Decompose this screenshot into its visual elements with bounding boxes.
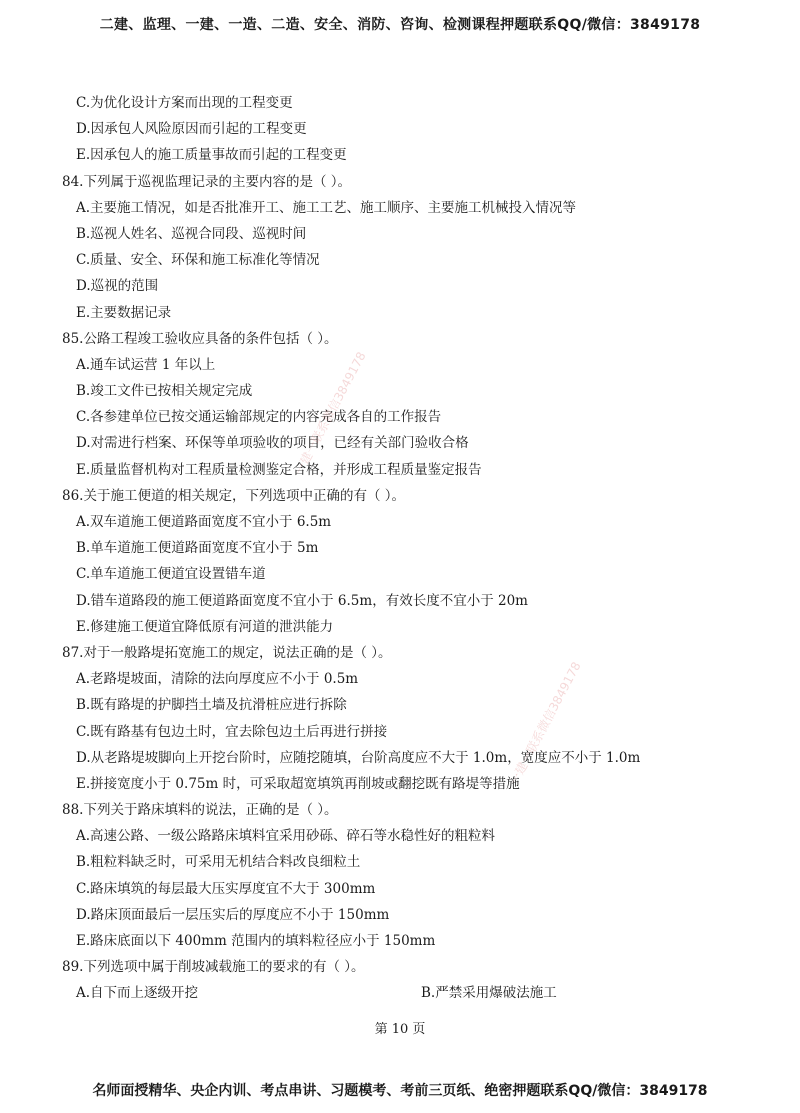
option-line: E.拼接宽度小于 0.75m 时，可采取超宽填筑再削坡或翻挖既有路堤等措施	[76, 775, 520, 792]
option-line: C.单车道施工便道宜设置错车道	[76, 566, 266, 583]
option-b: B.严禁采用爆破法施工	[421, 985, 557, 1002]
option-line: D.因承包人风险原因而引起的工程变更	[76, 121, 307, 138]
option-line: B.单车道施工便道路面宽度不宜小于 5m	[76, 540, 319, 557]
option-line: A.主要施工情况，如是否批准开工、施工工艺、施工顺序、主要施工机械投入情况等	[76, 199, 577, 216]
question-87: 87.对于一般路堤拓宽施工的规定，说法正确的是（ ）。	[62, 644, 392, 661]
option-line: E.路床底面以下 400mm 范围内的填料粒径应小于 150mm	[76, 933, 436, 949]
option-line: C.既有路基有包边土时，宜去除包边土后再进行拼接	[76, 723, 388, 740]
option-line: E.因承包人的施工质量事故而引起的工程变更	[76, 147, 347, 164]
page-number: 第 10 页	[374, 1022, 426, 1037]
option-line: D.对需进行档案、环保等单项验收的项目，已经有关部门验收合格	[76, 435, 469, 452]
option-row	[62, 980, 752, 1006]
option-line: C.质量、安全、环保和施工标准化等情况	[76, 252, 320, 269]
option-a: A.自下而上逐级开挖	[76, 985, 199, 1002]
option-line: C.为优化设计方案而出现的工程变更	[76, 95, 293, 111]
watermark: 一建一联系微信3849178	[506, 659, 584, 788]
watermark: 一建一联系微信3849178	[291, 349, 369, 478]
option-line: C.路床填筑的每层最大压实厚度宜不大于 300mm	[76, 880, 376, 897]
option-line: B.竣工文件已按相关规定完成	[76, 383, 253, 400]
option-line: E.质量监督机构对工程质量检测鉴定合格，并形成工程质量鉴定报告	[76, 461, 482, 478]
option-line: A.通车试运营 1 年以上	[76, 356, 216, 373]
option-line: D.错车道路段的施工便道路面宽度不宜小于 6.5m，有效长度不宜小于 20m	[76, 592, 528, 609]
question-content	[62, 90, 752, 1007]
option-line: E.主要数据记录	[76, 304, 172, 321]
option-line: B.巡视人姓名、巡视合同段、巡视时间	[76, 225, 307, 242]
option-line: C.各参建单位已按交通运输部规定的内容完成各自的工作报告	[76, 409, 442, 426]
option-line: A.高速公路、一级公路路床填料宜采用砂砾、碎石等水稳性好的粗粒料	[76, 828, 496, 845]
question-88: 88.下列关于路床填料的说法，正确的是（ ）。	[62, 802, 338, 819]
option-line: B.既有路堤的护脚挡土墙及抗滑桩应进行拆除	[76, 697, 347, 714]
page-footer: 名师面授精华、央企内训、考点串讲、习题模考、考前三页纸、绝密押题联系QQ/微信：3849178	[92, 1083, 708, 1099]
option-line: A.老路堤坡面，清除的法向厚度应不小于 0.5m	[76, 671, 359, 688]
option-line: E.修建施工便道宜降低原有河道的泄洪能力	[76, 618, 334, 635]
option-line: D.巡视的范围	[76, 278, 159, 295]
option-line: A.双车道施工便道路面宽度不宜小于 6.5m	[76, 514, 332, 530]
option-line: B.粗粒料缺乏时，可采用无机结合料改良细粒土	[76, 854, 361, 871]
question-85: 85.公路工程竣工验收应具备的条件包括（ ）。	[62, 330, 338, 347]
question-89: 89.下列选项中属于削坡减载施工的要求的有（ ）。	[62, 959, 365, 976]
question-84: 84.下列属于巡视监理记录的主要内容的是（ ）。	[62, 173, 352, 190]
page-header: 二建、监理、一建、一造、二造、安全、消防、咨询、检测课程押题联系QQ/微信：3849178	[99, 17, 701, 33]
question-86: 86.关于施工便道的相关规定，下列选项中正确的有（ ）。	[62, 487, 406, 504]
option-line: D.路床顶面最后一层压实后的厚度应不小于 150mm	[76, 906, 390, 923]
option-line: D.从老路堤坡脚向上开挖台阶时，应随挖随填，台阶高度应不大于 1.0m，宽度应不小于 1.0m	[76, 749, 641, 766]
